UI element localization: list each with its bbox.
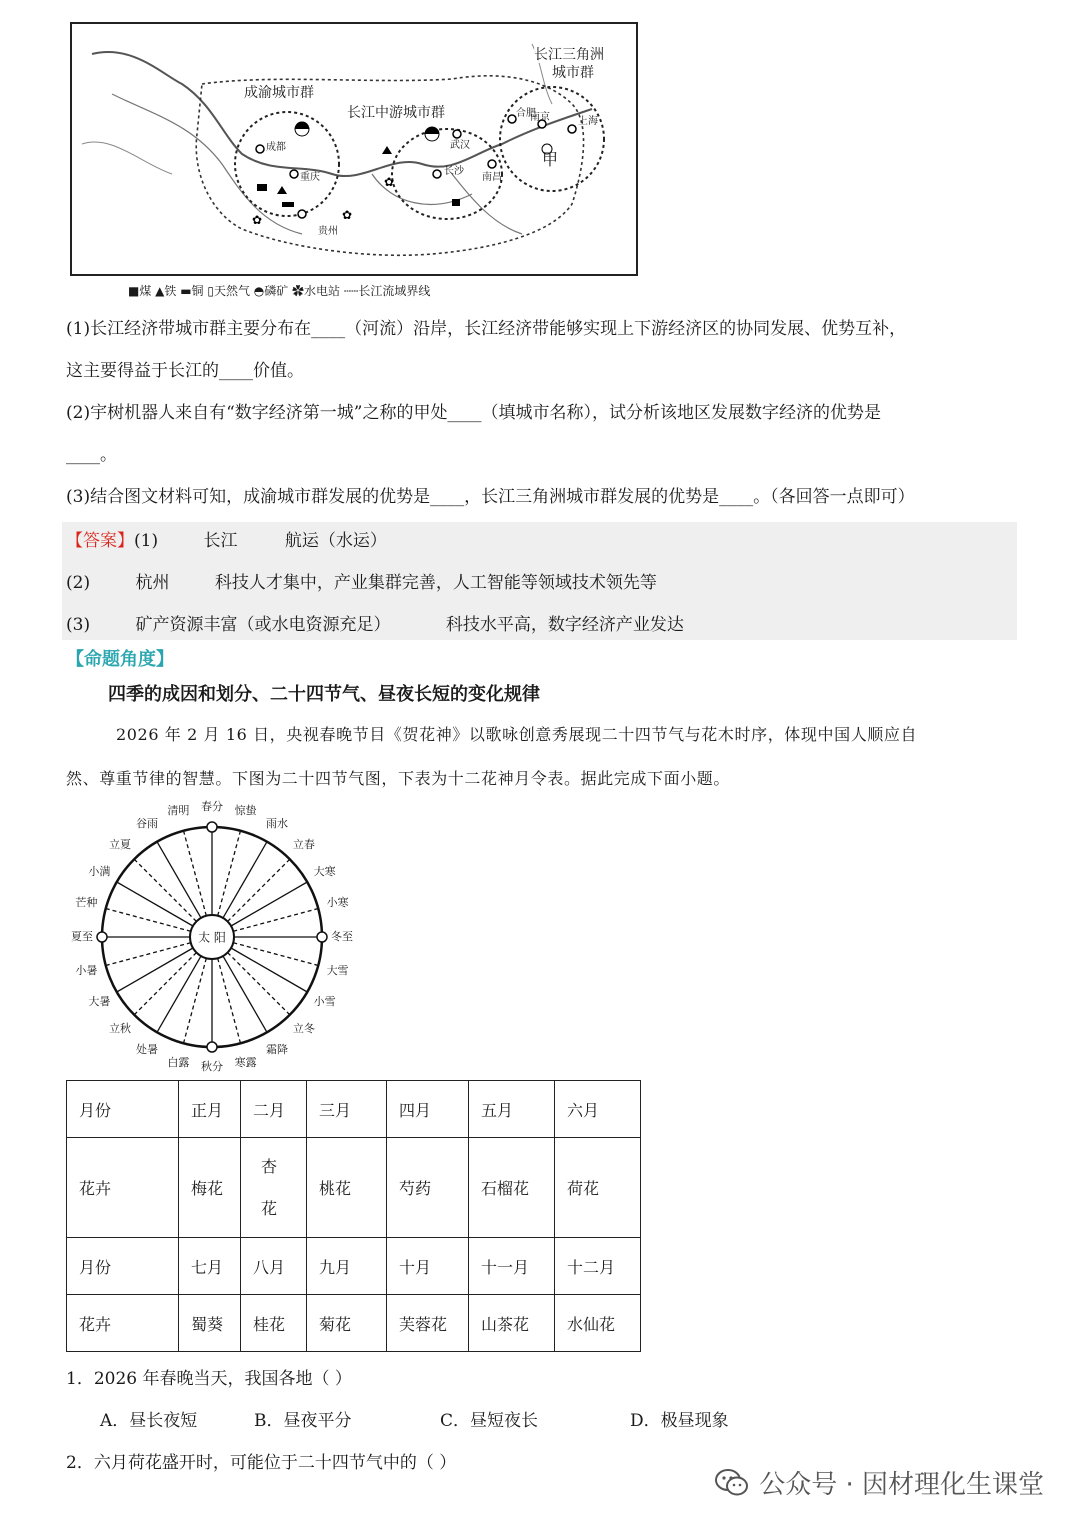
solar-term-label: 寒露 — [234, 1055, 257, 1069]
term-spoke — [233, 943, 318, 966]
solar-term-label: 处暑 — [136, 1042, 158, 1056]
watermark-text: 公众号 · 因材理化生课堂 — [759, 1470, 1044, 1500]
answer-3-b: 科技水平高，数字经济产业发达 — [445, 615, 684, 635]
intro-line-1: 2026 年 2 月 16 日，央视春晚节目《贺花神》以歌咏创意秀展现二十四节气与花木时序，体现中国人顺应自 — [116, 725, 918, 744]
term-spoke — [228, 859, 290, 921]
table-row — [67, 1138, 641, 1238]
map-label-zhongyou: 长江中游城市群 — [347, 105, 445, 121]
city-label: 重庆 — [300, 172, 320, 183]
map-label-jia: 甲 — [542, 150, 559, 169]
solar-term-label: 立冬 — [292, 1021, 315, 1035]
answer-3-a: 矿产资源丰富（或水电资源充足） — [135, 615, 391, 635]
term-spoke — [106, 909, 191, 932]
table-cell: 三月 — [307, 1081, 387, 1138]
solar-term-label: 大寒 — [313, 865, 336, 878]
mcq-1-option-c: C．昼短夜长 — [440, 1411, 539, 1431]
answer-1-b: 航运（水运） — [284, 531, 387, 551]
table-cell: 花卉 — [67, 1138, 179, 1238]
table-cell: 桂花 — [241, 1295, 307, 1352]
term-spoke — [134, 859, 196, 921]
answer-box — [62, 522, 1017, 640]
table-row — [67, 1295, 641, 1352]
solar-term-label: 霜降 — [266, 1042, 288, 1056]
question-1-line-1: (1)长江经济带城市群主要分布在____（河流）沿岸，长江经济带能够实现上下游经济区的协同发展、优势互补， — [66, 319, 907, 339]
intro-line-2: 然、尊重节律的智慧。下图为二十四节气图，下表为十二花神月令表。据此完成下面小题。 — [66, 769, 731, 788]
answer-2-b: 科技人才集中，产业集群完善，人工智能等领域技术领先等 — [214, 573, 657, 593]
term-spoke — [228, 953, 290, 1015]
earth-marker — [207, 1042, 217, 1052]
svg-text:✿: ✿ — [342, 208, 353, 222]
table-cell: 桃花 — [307, 1138, 387, 1238]
term-spoke — [106, 943, 191, 966]
mcq-1-option-b: B．昼夜平分 — [254, 1411, 352, 1431]
table-cell: 四月 — [387, 1081, 469, 1138]
mcq-1-stem: 1．2026 年春晚当天，我国各地（ ） — [66, 1369, 352, 1389]
term-spoke — [218, 831, 241, 916]
table-cell: 二月 — [241, 1081, 307, 1138]
table-cell: 七月 — [179, 1238, 241, 1295]
yangtze-economic-belt-map — [70, 22, 638, 276]
table-cell: 芙蓉花 — [387, 1295, 469, 1352]
table-row — [67, 1238, 641, 1295]
table-cell: 月份 — [67, 1238, 179, 1295]
solar-term-label: 立春 — [292, 838, 315, 852]
flower-month-table — [66, 1080, 641, 1352]
answer-tag: 【答案】 — [66, 531, 134, 551]
solar-term-label: 白露 — [167, 1055, 190, 1069]
city-label: 成都 — [266, 142, 286, 153]
city-label: 南京 — [530, 112, 550, 123]
sun-label: 太 阳 — [198, 930, 226, 945]
mcq-2-stem: 2．六月荷花盛开时，可能位于二十四节气中的（ ） — [66, 1453, 457, 1473]
table-cell: 十一月 — [469, 1238, 555, 1295]
answer-2-a: 杭州 — [135, 573, 170, 593]
solar-term-label: 小寒 — [326, 896, 349, 910]
city-label: 贵州 — [318, 226, 338, 237]
table-cell: 八月 — [241, 1238, 307, 1295]
solar-term-label: 雨水 — [266, 817, 288, 831]
city-label: 上海 — [578, 116, 598, 127]
solar-term-label: 立夏 — [109, 838, 132, 852]
term-spoke — [231, 882, 307, 926]
term-spoke — [231, 948, 307, 992]
table-cell: 花卉 — [67, 1295, 179, 1352]
answer-3-number: (3) — [66, 615, 91, 635]
city-label: 长沙 — [444, 166, 464, 177]
map-label-sanjiao: 长江三角洲 — [534, 47, 604, 63]
map-label-chengyu: 成渝城市群 — [244, 85, 314, 101]
svg-text:✿: ✿ — [252, 213, 263, 227]
term-spoke — [184, 958, 207, 1043]
table-cell: 芍药 — [387, 1138, 469, 1238]
table-row — [67, 1081, 641, 1138]
table-cell: 月份 — [67, 1081, 179, 1138]
svg-text:✿: ✿ — [384, 175, 395, 189]
table-cell: 六月 — [555, 1081, 641, 1138]
proposition-angle-tag: 【命题角度】 — [66, 649, 174, 670]
answer-1-number: (1) — [134, 531, 159, 551]
solar-term-label: 立秋 — [109, 1021, 132, 1035]
table-cell: 五月 — [469, 1081, 555, 1138]
term-spoke — [157, 956, 201, 1032]
question-2-line-2: ____。 — [66, 445, 117, 465]
term-spoke — [157, 842, 201, 918]
wechat-icon — [715, 1468, 749, 1498]
solar-term-label: 小雪 — [313, 995, 336, 1008]
solar-terms-diagram — [60, 800, 370, 1073]
term-spoke — [117, 948, 193, 992]
city-label: 合肥 — [516, 108, 536, 119]
solar-term-label: 秋分 — [201, 1060, 223, 1073]
solar-term-label: 冬至 — [331, 930, 353, 943]
mcq-1-option-a: A．昼长夜短 — [100, 1411, 198, 1431]
solar-term-label: 大雪 — [326, 963, 349, 977]
term-spoke — [223, 956, 267, 1032]
solar-term-label: 小暑 — [75, 963, 98, 977]
table-cell: 水仙花 — [555, 1295, 641, 1352]
map-legend: ■煤 ▲铁 ▬铜 ▯天然气 ◓磷矿 ✿水电站 ┄┄长江流域界线 — [128, 284, 431, 298]
table-cell: 石榴花 — [469, 1138, 555, 1238]
solar-term-label: 清明 — [167, 804, 190, 818]
table-cell: 荷花 — [555, 1138, 641, 1238]
mcq-1-option-d: D．极昼现象 — [630, 1411, 729, 1431]
question-3-line-1: (3)结合图文材料可知，成渝城市群发展的优势是____，长江三角洲城市群发展的优势是____。（各回答一点即可） — [66, 487, 915, 507]
table-cell: 菊花 — [307, 1295, 387, 1352]
city-label: 武汉 — [450, 140, 470, 151]
term-spoke — [134, 953, 196, 1015]
term-spoke — [117, 882, 193, 926]
earth-marker — [207, 822, 217, 832]
topic-title: 四季的成因和划分、二十四节气、昼夜长短的变化规律 — [108, 684, 540, 705]
term-spoke — [223, 842, 267, 918]
table-cell: 梅花 — [179, 1138, 241, 1238]
earth-marker — [317, 932, 327, 942]
table-cell: 杏花 — [241, 1138, 307, 1238]
question-1-line-2: 这主要得益于长江的____价值。 — [66, 361, 304, 381]
table-cell: 九月 — [307, 1238, 387, 1295]
table-cell: 十二月 — [555, 1238, 641, 1295]
question-2-line-1: (2)宇树机器人来自有“数字经济第一城”之称的甲处____（填城市名称），试分析该地区发展数字经济的优势是 — [66, 403, 881, 423]
table-cell: 山茶花 — [469, 1295, 555, 1352]
term-spoke — [233, 909, 318, 932]
term-spoke — [184, 831, 207, 916]
solar-term-label: 夏至 — [71, 930, 93, 943]
solar-term-label: 芒种 — [75, 896, 98, 910]
solar-term-label: 大暑 — [88, 995, 111, 1008]
table-cell: 正月 — [179, 1081, 241, 1138]
term-spoke — [218, 958, 241, 1043]
wechat-watermark — [715, 1464, 1044, 1501]
answer-1-a: 长江 — [203, 531, 238, 551]
solar-term-label: 谷雨 — [136, 817, 158, 831]
solar-term-label: 春分 — [201, 800, 223, 813]
answer-2-number: (2) — [66, 573, 91, 593]
earth-marker — [97, 932, 107, 942]
solar-term-label: 惊蛰 — [234, 804, 257, 818]
table-cell: 十月 — [387, 1238, 469, 1295]
solar-term-label: 小满 — [88, 865, 111, 878]
city-label: 南昌 — [482, 172, 502, 183]
table-cell: 蜀葵 — [179, 1295, 241, 1352]
map-label-sanjiao-2: 城市群 — [552, 65, 594, 81]
